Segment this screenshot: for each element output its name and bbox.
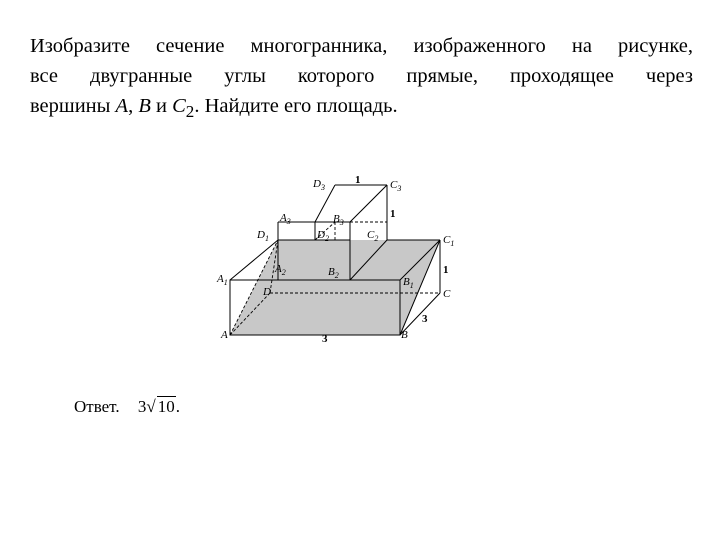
label-B2: $B_2$ <box>328 266 339 280</box>
dim-top-width: 1 <box>355 174 361 186</box>
problem-line-3: вершины A, B и $C_2$. Найдите его площадь. <box>30 95 398 122</box>
label-D2: $D_2$ <box>317 229 329 243</box>
label-A2: $A_2$ <box>275 263 286 277</box>
label-C: C <box>443 288 451 300</box>
label-A3: $A_3$ <box>280 212 291 226</box>
label-B3: $B_3$ <box>333 213 344 227</box>
label-D3: $D_3$ <box>313 178 325 192</box>
label-C3: $C_3$ <box>390 179 402 193</box>
label-C1: $C_1$ <box>443 234 455 248</box>
dim-length: 3 <box>322 333 328 345</box>
answer <box>74 396 180 417</box>
label-D1: $D_1$ <box>257 229 269 243</box>
label-C2: $C_2$ <box>367 229 379 243</box>
label-B1: $B_1$ <box>403 276 414 290</box>
dim-top-height: 1 <box>390 208 396 220</box>
problem-line-1: Изобразите сечение многогранника, изображенного на рисунке, <box>30 35 693 57</box>
dim-depth: 3 <box>422 313 428 325</box>
problem-statement <box>30 31 693 127</box>
problem-line-2: все двугранные углы которого прямые, проходящее через <box>30 65 693 87</box>
label-B: B <box>401 329 408 341</box>
polyhedron-figure <box>215 170 465 350</box>
label-D: D <box>263 286 271 298</box>
label-A: A <box>221 329 228 341</box>
label-A1: $A_1$ <box>217 273 228 287</box>
answer-value: 3√ 10. <box>137 397 180 416</box>
answer-label: Ответ. <box>74 397 120 416</box>
dim-side-height: 1 <box>443 264 449 276</box>
